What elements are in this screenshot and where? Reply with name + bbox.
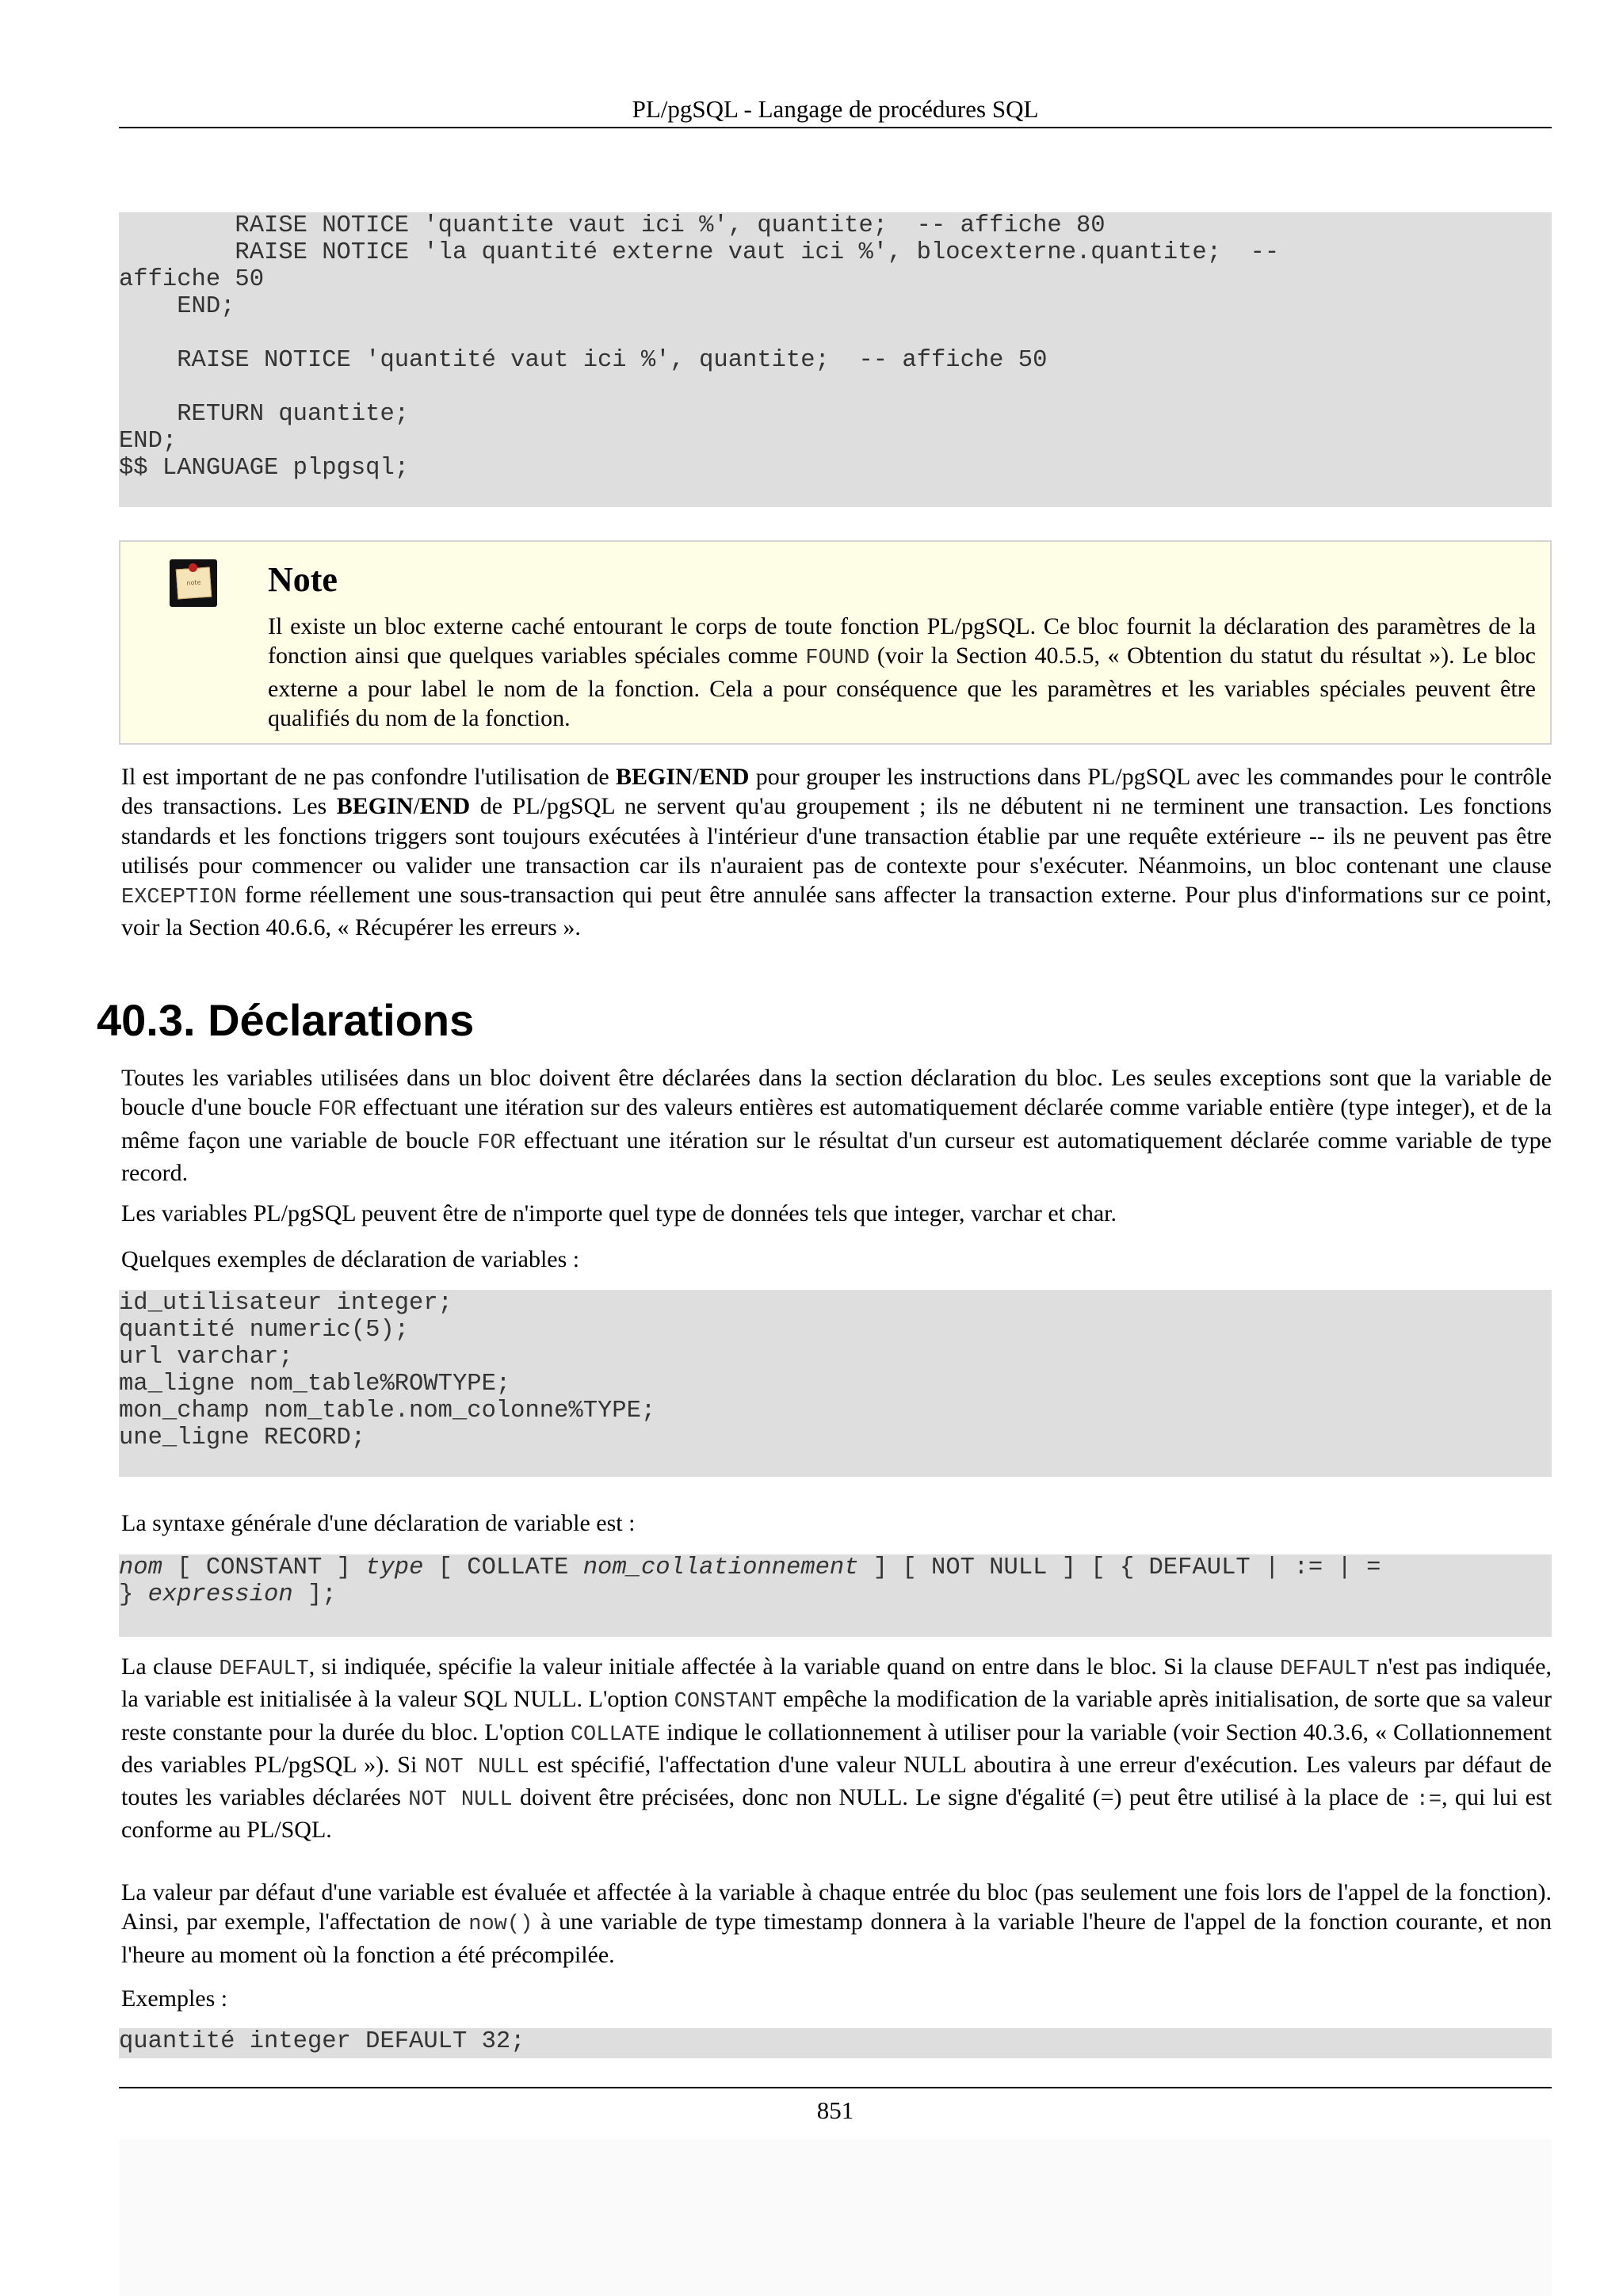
code-line bbox=[119, 374, 1552, 401]
code-line: RETURN quantite; bbox=[119, 401, 410, 428]
paragraph-examples-label: Exemples : bbox=[121, 1985, 228, 2012]
section-heading: 40.3. Déclarations bbox=[97, 995, 475, 1045]
code-block-declarations bbox=[119, 1290, 1552, 1477]
code-line: RAISE NOTICE 'la quantité externe vaut ici %', blocexterne.quantite; -- bbox=[119, 239, 1280, 266]
page-number: 851 bbox=[816, 2096, 854, 2124]
note-title: Note bbox=[268, 560, 338, 599]
code-line: $$ LANGUAGE plpgsql; bbox=[119, 455, 410, 482]
code-line: affiche 50 bbox=[119, 266, 265, 293]
code-line: RAISE NOTICE 'quantite vaut ici %', quantite; -- affiche 80 bbox=[119, 212, 1106, 239]
note-paper-icon: note bbox=[176, 567, 212, 600]
code-line: END; bbox=[119, 293, 235, 320]
paragraph-types: Les variables PL/pgSQL peuvent être de n'importe quel type de données tels que integer, varchar et char. bbox=[121, 1200, 1117, 1226]
code-line: RAISE NOTICE 'quantité vaut ici %', quantite; -- affiche 50 bbox=[119, 347, 1048, 374]
paragraph-default-evaluation: La valeur par défaut d'une variable est évaluée et affectée à la variable à chaque entrée du bloc (pas seulement une fois lors de l'appel de la fonction). Ainsi, par exemple, l'affectation de now() à une variable de type timestamp donnera à la variable l'heure de l'appel de la fonction courante, et non l'heure au moment où la fonction a été précompilée. bbox=[121, 1879, 1552, 1968]
code-line: mon_champ nom_table.nom_colonne%TYPE; bbox=[119, 1398, 656, 1425]
running-header: PL/pgSQL - Langage de procédures SQL bbox=[632, 95, 1039, 123]
pushpin-icon bbox=[189, 563, 197, 572]
code-line: quantité numeric(5); bbox=[119, 1317, 410, 1344]
page-bottom-shade bbox=[119, 2139, 1552, 2296]
paragraph-begin-end: Il est important de ne pas confondre l'utilisation de BEGIN/END pour grouper les instructions dans PL/pgSQL avec les commandes pour le contrôle des transactions. Les BEGIN/END de PL/pgSQL ne servent qu'au groupement ; ils ne débutent ni ne terminent une transaction. Les fonctions standards et les fonctions triggers sont toujours exécutées à l'intérieur d'une transaction établie par une requête extérieure -- ils ne peuvent pas être utilisés pour commencer ou valider une transaction car ils n'auraient pas de contexte pour s'exécuter. Néanmoins, un bloc contenant une clause EXCEPTION forme réellement une sous-transaction qui peut être annulée sans affecter la transaction externe. Pour plus d'informations sur ce point, voir la Section 40.6.6, « Récupérer les erreurs ». bbox=[121, 764, 1552, 941]
note-icon bbox=[170, 559, 217, 607]
code-line: id_utilisateur integer; bbox=[119, 1290, 453, 1317]
paragraph-syntax-intro: La syntaxe générale d'une déclaration de variable est : bbox=[121, 1510, 636, 1536]
code-line: url varchar; bbox=[119, 1344, 293, 1371]
code-line bbox=[119, 320, 1552, 347]
paragraph-examples-intro: Quelques exemples de déclaration de variables : bbox=[121, 1246, 580, 1272]
header-rule bbox=[119, 127, 1552, 128]
paragraph-variables: Toutes les variables utilisées dans un bloc doivent être déclarées dans la section déclaration du bloc. Les seules exceptions sont que la variable de boucle d'une boucle FOR effectuant une itération sur des valeurs entières est automatiquement déclarée comme variable entière (type integer), et de la même façon une variable de boucle FOR effectuant une itération sur le résultat d'un curseur est automatiquement déclarée comme variable de type record. bbox=[121, 1065, 1552, 1186]
paragraph-default-clause: La clause DEFAULT, si indiquée, spécifie la valeur initiale affectée à la variable quand on entre dans le bloc. Si la clause DEFAULT n'est pas indiquée, la variable est initialisée à la valeur SQL NULL. L'option CONSTANT empêche la modification de la variable après initialisation, de sorte que sa valeur reste constante pour la durée du bloc. L'option COLLATE indique le collationnement à utiliser pour la variable (voir Section 40.3.6, « Collationnement des variables PL/pgSQL »). Si NOT NULL est spécifié, l'affectation d'une valeur NULL aboutira à une erreur d'exécution. Les valeurs par défaut de toutes les variables déclarées NOT NULL doivent être précisées, donc non NULL. Le signe d'égalité (=) peut être utilisé à la place de :=, qui lui est conforme au PL/SQL. bbox=[121, 1653, 1552, 1844]
code-block-example bbox=[119, 2028, 1552, 2058]
code-line: une_ligne RECORD; bbox=[119, 1425, 366, 1451]
code-line: ma_ligne nom_table%ROWTYPE; bbox=[119, 1371, 511, 1398]
note-body: Il existe un bloc externe caché entourant le corps de toute fonction PL/pgSQL. Ce bloc fournit la déclaration des paramètres de la fonction ainsi que quelques variables spéciales comme FOUND (voir la Section 40.5.5, « Obtention du statut du résultat »). Le bloc externe a pour label le nom de la fonction. Cela a pour conséquence que les paramètres et les variables spéciales peuvent être qualifiés du nom de la fonction. bbox=[268, 613, 1536, 731]
code-line: END; bbox=[119, 428, 178, 455]
code-block-syntax: nom [ CONSTANT ] type [ COLLATE nom_collationnement ] [ NOT NULL ] [ { DEFAULT | := | = } expression ]; bbox=[119, 1554, 1552, 1637]
footer-rule bbox=[119, 2087, 1552, 2088]
code-line: quantité integer DEFAULT 32; bbox=[119, 2028, 525, 2055]
code-block-function-end bbox=[119, 212, 1552, 507]
note-box bbox=[119, 540, 1552, 745]
